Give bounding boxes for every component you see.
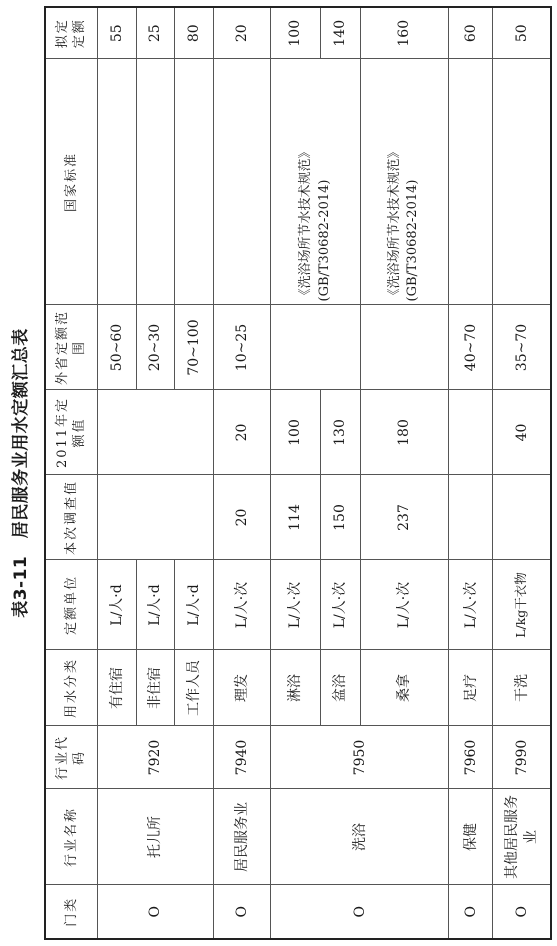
cell-other-provinces — [360, 305, 448, 390]
header-other-provinces: 外省定额范围 — [45, 305, 97, 390]
header-water-use: 用水分类 — [45, 650, 97, 726]
header-industry-name: 行业名称 — [45, 789, 97, 885]
cell-survey: 114 — [271, 475, 320, 560]
cell-water-use: 盆浴 — [320, 650, 360, 726]
cell-industry-code: 7950 — [271, 726, 449, 789]
table-row — [97, 7, 136, 939]
cell-survey — [493, 475, 551, 560]
cell-proposed: 55 — [97, 7, 136, 59]
water-quota-table — [44, 6, 552, 940]
cell-unit: L/人·次 — [271, 560, 320, 650]
cell-unit: L/人·d — [174, 560, 213, 650]
table-row — [449, 7, 493, 939]
cell-industry-name: 居民服务业 — [214, 789, 271, 885]
cell-proposed: 140 — [320, 7, 360, 59]
cell-other-provinces: 20~30 — [136, 305, 174, 390]
cell-quota2011: 100 — [271, 390, 320, 475]
cell-proposed: 60 — [449, 7, 493, 59]
cell-quota2011 — [449, 390, 493, 475]
cell-unit: L/人·次 — [449, 560, 493, 650]
table-row — [214, 7, 271, 939]
cell-unit: L/kg干衣物 — [493, 560, 551, 650]
cell-quota2011: 40 — [493, 390, 551, 475]
cell-industry-code: 7990 — [493, 726, 551, 789]
cell-industry-code: 7940 — [214, 726, 271, 789]
cell-other-provinces — [271, 305, 360, 390]
header-industry-code: 行业代码 — [45, 726, 97, 789]
cell-category: O — [493, 885, 551, 939]
cell-national — [449, 59, 493, 305]
cell-other-provinces: 10~25 — [214, 305, 271, 390]
cell-survey — [449, 475, 493, 560]
cell-survey: 237 — [360, 475, 448, 560]
cell-industry-code: 7960 — [449, 726, 493, 789]
header-quota2011: 2011年定额值 — [45, 390, 97, 475]
header-proposed: 拟定定额 — [45, 7, 97, 59]
cell-water-use: 有住宿 — [97, 650, 136, 726]
cell-national: 《洗浴场所节水技术规范》(GB/T30682-2014) — [271, 59, 360, 305]
cell-national: 《洗浴场所节水技术规范》(GB/T30682-2014) — [360, 59, 448, 305]
cell-unit: L/人·次 — [214, 560, 271, 650]
cell-water-use: 足疗 — [449, 650, 493, 726]
cell-proposed: 25 — [136, 7, 174, 59]
cell-national — [174, 59, 213, 305]
cell-proposed: 20 — [214, 7, 271, 59]
cell-national — [214, 59, 271, 305]
cell-water-use: 桑拿 — [360, 650, 448, 726]
cell-unit: L/人·d — [97, 560, 136, 650]
cell-industry-name: 托儿所 — [97, 789, 213, 885]
header-survey: 本次调查值 — [45, 475, 97, 560]
cell-other-provinces: 50~60 — [97, 305, 136, 390]
cell-survey: 20 — [214, 475, 271, 560]
cell-quota2011: 20 — [214, 390, 271, 475]
cell-unit: L/人·次 — [320, 560, 360, 650]
cell-national — [493, 59, 551, 305]
cell-category: O — [97, 885, 213, 939]
header-national: 国家标准 — [45, 59, 97, 305]
cell-industry-name: 保健 — [449, 789, 493, 885]
cell-water-use: 工作人员 — [174, 650, 213, 726]
cell-other-provinces: 35~70 — [493, 305, 551, 390]
cell-industry-name: 其他居民服务业 — [493, 789, 551, 885]
cell-proposed: 80 — [174, 7, 213, 59]
header-unit: 定额单位 — [45, 560, 97, 650]
cell-water-use: 理发 — [214, 650, 271, 726]
cell-proposed: 160 — [360, 7, 448, 59]
cell-proposed: 50 — [493, 7, 551, 59]
cell-water-use: 干洗 — [493, 650, 551, 726]
cell-proposed: 100 — [271, 7, 320, 59]
cell-industry-code: 7920 — [97, 726, 213, 789]
header-category: 门类 — [45, 885, 97, 939]
cell-national — [97, 59, 136, 305]
cell-national — [136, 59, 174, 305]
table-row — [493, 7, 551, 939]
cell-quota2011: 130 — [320, 390, 360, 475]
cell-water-use: 非住宿 — [136, 650, 174, 726]
cell-unit: L/人·次 — [360, 560, 448, 650]
cell-survey — [97, 475, 213, 560]
cell-survey: 150 — [320, 475, 360, 560]
header-row — [45, 7, 97, 939]
table-title: 表3-11 居民服务业用水定额汇总表 — [11, 328, 31, 618]
table-row — [271, 7, 320, 939]
cell-industry-name: 洗浴 — [271, 789, 449, 885]
cell-category: O — [271, 885, 449, 939]
cell-category: O — [214, 885, 271, 939]
cell-other-provinces: 70~100 — [174, 305, 213, 390]
cell-other-provinces: 40~70 — [449, 305, 493, 390]
cell-category: O — [449, 885, 493, 939]
cell-quota2011: 180 — [360, 390, 448, 475]
cell-water-use: 淋浴 — [271, 650, 320, 726]
cell-unit: L/人·d — [136, 560, 174, 650]
cell-quota2011 — [97, 390, 213, 475]
